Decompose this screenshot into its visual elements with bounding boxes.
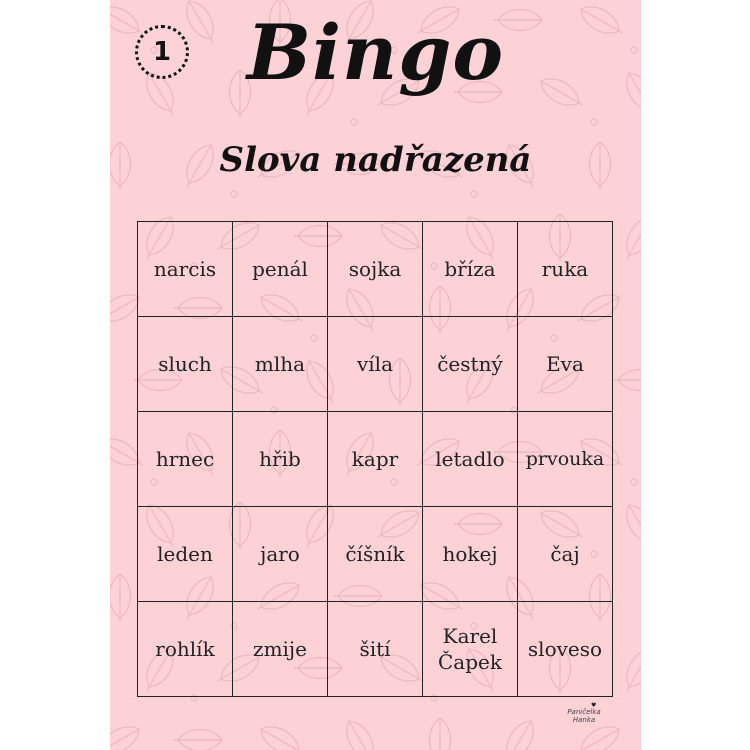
leaf-icon [498,716,540,750]
bingo-grid [137,221,613,697]
leaf-icon [110,574,131,622]
dot-icon [231,191,237,197]
dot-icon [471,191,477,197]
bingo-cell: bříza [423,222,518,317]
bingo-cell: rohlík [138,602,233,697]
card-number-badge: 1 [135,25,189,79]
bingo-cell: letadlo [423,412,518,507]
bingo-cell: leden [138,507,233,602]
leaf-icon [430,718,451,750]
heart-icon: ♥ [591,702,597,709]
bingo-cell: ruka [518,222,613,317]
bingo-cell: Eva [518,317,613,412]
dot-icon [591,119,597,125]
bingo-cell: narcis [138,222,233,317]
leaf-icon [110,720,144,750]
bingo-cell: mlha [233,317,328,412]
brand-line-1: Paničelka [567,708,601,716]
bingo-cell: Karel Čapek [423,602,518,697]
bingo-cell: prvouka [518,412,613,507]
leaf-icon [256,720,308,750]
dot-icon [631,479,637,485]
bingo-cell: hokej [423,507,518,602]
leaf-icon [620,500,641,552]
bingo-cell: čestný [423,317,518,412]
bingo-cell: zmije [233,602,328,697]
leaf-icon [340,716,382,750]
page-subtitle: Slova nadřazená [219,140,532,180]
bingo-cell: víla [328,317,423,412]
page-title: Bingo [246,8,505,97]
bingo-cell: sojka [328,222,423,317]
brand-line-2: Hanka [572,716,596,725]
bingo-cell: penál [233,222,328,317]
leaf-icon [618,212,641,264]
bingo-cell: čaj [518,507,613,602]
bingo-cell: jaro [233,507,328,602]
bingo-cell: kapr [328,412,423,507]
bingo-cell: šití [328,602,423,697]
leaf-icon [174,730,222,750]
leaf-icon [614,370,641,391]
brand-logo [564,708,604,725]
bingo-card [110,0,641,750]
leaf-icon [618,644,641,696]
bingo-cell: hřib [233,412,328,507]
bingo-cell: sluch [138,317,233,412]
dot-icon [351,119,357,125]
bingo-cell: hrnec [138,412,233,507]
bingo-cell: sloveso [518,602,613,697]
bingo-cell: číšník [328,507,423,602]
